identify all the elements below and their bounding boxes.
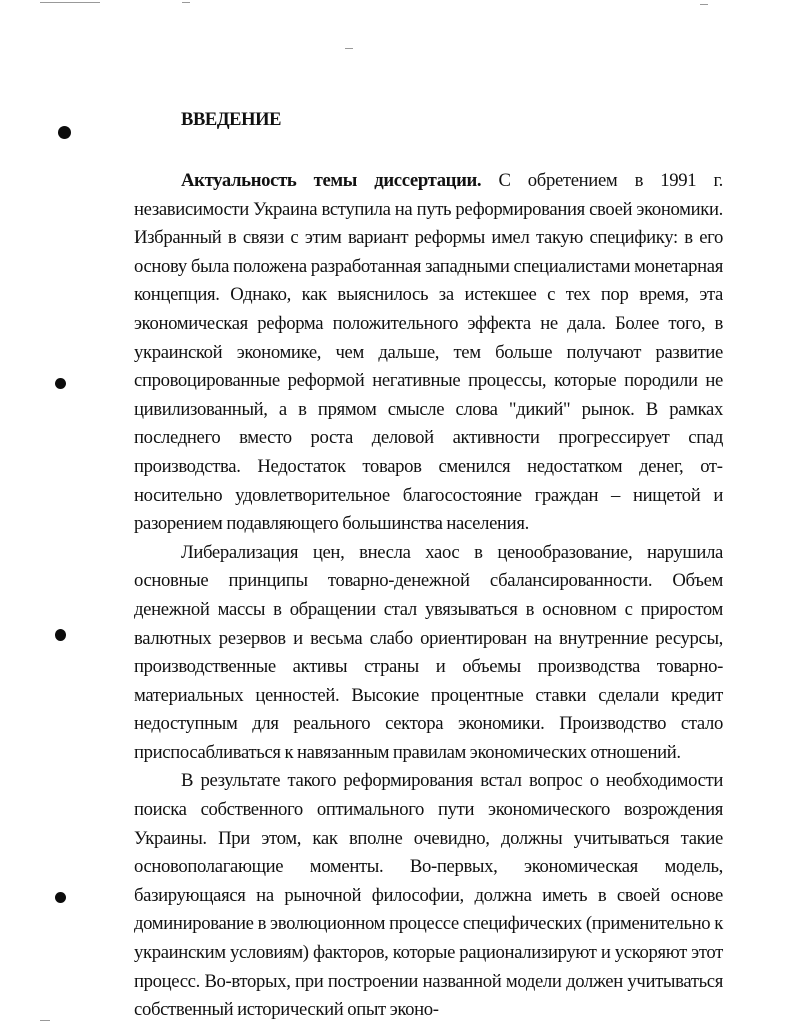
binder-hole-mark: [58, 126, 71, 139]
binder-hole-mark: [55, 629, 66, 641]
paragraph-text: Либерализация цен, внесла хаос в ценообразование, нарушила основные принципы товарно-денежной сбалансированности. Объем денежной массы в обращении стал увязываться в основном с приростом валютных резервов и весьма слабо ориентирован на внутренние ресурсы, производственные активы страны и объемы производства товарно-материальных ценностей. Высокие процентные ставки сделали кредит недоступным для реального сектора экономики. Производство стало приспосабливаться к навязанным правилам экономических отношений.: [134, 541, 723, 763]
scan-artifact: [182, 2, 190, 3]
binder-hole-mark: [55, 378, 66, 389]
scan-artifact: [40, 1020, 50, 1021]
paragraph-text: В результате такого реформирования встал вопрос о необходимости поиска собственного оптимального пути экономического возрождения Украины. При этом, как вполне очевидно, должны учитываться такие основополагающие моменты. Во-первых, экономическая модель, базирующаяся на рыночной философии, должна иметь в своей основе доминирование в эволюционном процессе специфических (применительно к украинским условиям) факторов, которые рационализируют и ускоряют этот процесс. Во-вторых, при построении названной модели должен учитываться собственный исторический опыт эконо-: [134, 770, 723, 1021]
binder-hole-mark: [55, 892, 66, 903]
scan-artifact: [345, 48, 353, 49]
paragraph-reform-result: [134, 767, 723, 1024]
paragraph-lead: Актуальность темы диссертации.: [181, 170, 482, 191]
scan-artifact: [40, 2, 100, 3]
paragraph-relevance: [134, 167, 723, 539]
paragraph-liberalization: [134, 539, 723, 768]
paragraph-text: С обретением в 1991 г. независимости Украина вступила на путь реформирования своей экономики. Избранный в связи с этим вариант реформы имел такую специфику: в его основу была положена разработанная западными специалистами монетарная концепция. Однако, как выяснилось за истекшее с тех пор время, эта экономическая реформа положительного эффекта не дала. Более того, в украинской экономике, чем дальше, тем больше получают развитие спровоцированные реформой негативные процессы, которые породили не цивилизованный, а в прямом смысле слова "дикий" рынок. В рамках последнего вместо роста деловой активности прогрессирует спад производства. Недостаток товаров сменился недостатком денег, относительно удовлетворительное благосостояние граждан – нищетой и разорением подавляющего большинства населения.: [134, 170, 723, 535]
scan-artifact: [700, 4, 708, 5]
body-text: [134, 167, 723, 1025]
section-heading: ВВЕДЕНИЕ: [181, 110, 282, 130]
